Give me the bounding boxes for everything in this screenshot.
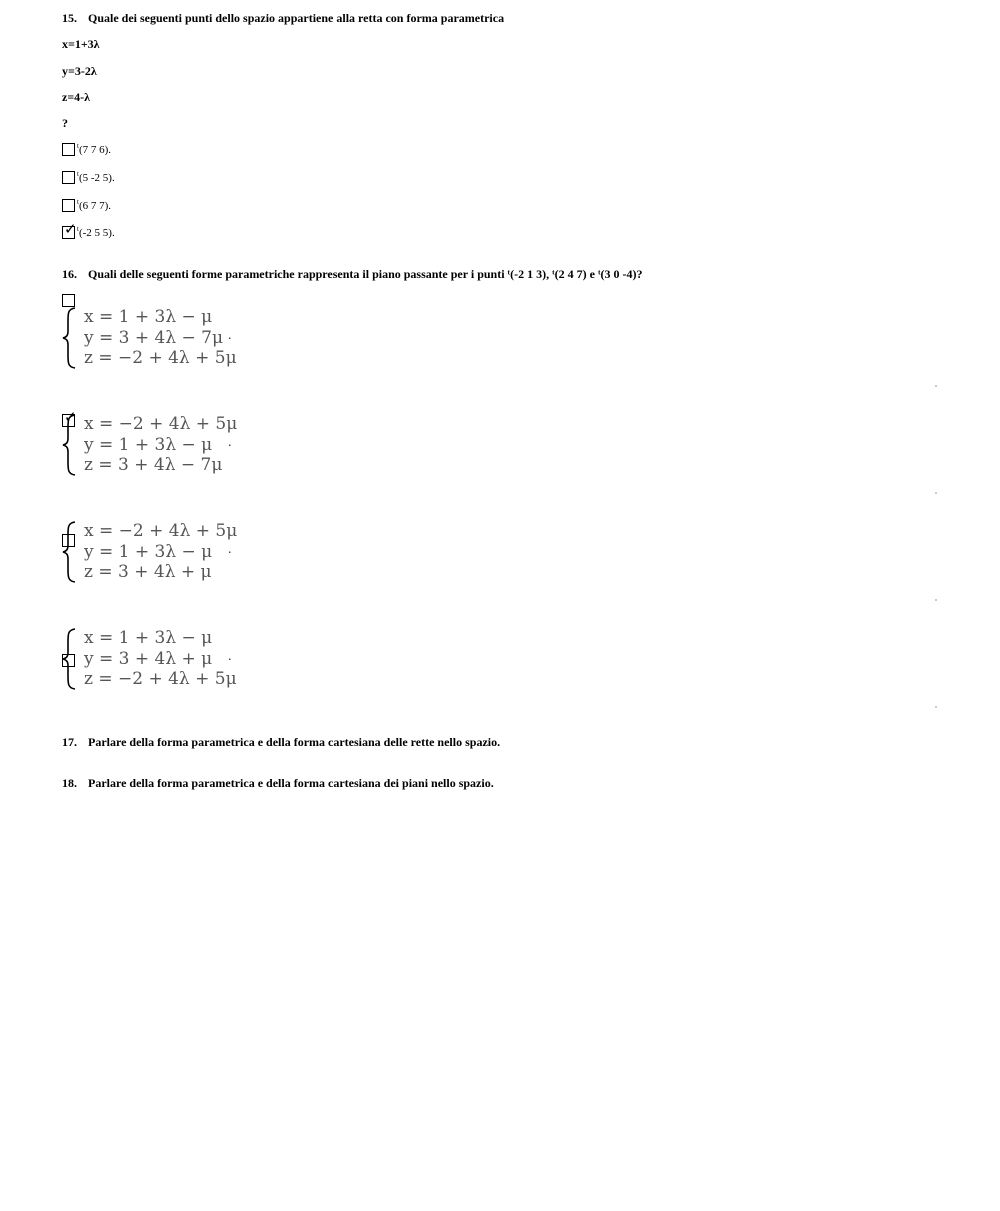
option-label: (5 -2 5).: [78, 171, 115, 184]
period: .: [228, 542, 232, 557]
equation-line: x = −2 + 4λ + 5μ: [84, 414, 238, 435]
equation-z: z=4-λ: [62, 90, 91, 104]
transpose-superscript: t: [77, 224, 79, 233]
faint-dot: [935, 385, 937, 387]
equation-line: y = 1 + 3λ − μ: [84, 541, 213, 562]
q15-option-4[interactable]: [62, 220, 115, 239]
q15-option-3[interactable]: [62, 199, 111, 212]
equation-line: y = 1 + 3λ − μ: [84, 434, 213, 455]
period: .: [228, 328, 232, 343]
check-icon: ✓: [64, 408, 77, 426]
option-label: (-2 5 5).: [78, 226, 115, 239]
check-icon: ✓: [64, 220, 77, 238]
checkbox[interactable]: [62, 199, 75, 212]
q16-option-3-system: [62, 521, 237, 583]
equation-line: y = 3 + 4λ − 7μ: [84, 327, 224, 348]
left-brace-icon: [62, 521, 78, 583]
question-number: 17.: [62, 735, 77, 749]
faint-dot: [935, 492, 937, 494]
question-text: Quale dei seguenti punti dello spazio appartiene alla retta con forma parametrica: [88, 11, 505, 25]
equation-x: x=1+3λ: [62, 37, 100, 51]
question-number: 16.: [62, 267, 77, 281]
transpose-superscript: t: [77, 197, 79, 206]
equation-line: y = 3 + 4λ + μ: [84, 648, 213, 669]
question-text: Quali delle seguenti forme parametriche rappresenta il piano passante per i punti ᵗ(-2 1 3), ᵗ(2 4 7) e ᵗ(3 0 -4)?: [88, 267, 643, 281]
equation-line: x = 1 + 3λ − μ: [84, 628, 213, 649]
equation-line: z = 3 + 4λ − 7μ: [84, 455, 223, 476]
left-brace-icon: [62, 628, 78, 690]
question-17-title: [62, 735, 500, 750]
question-text: Parlare della forma parametrica e della forma cartesiana dei piani nello spazio.: [88, 776, 494, 790]
q15-option-2[interactable]: [62, 171, 115, 184]
left-brace-icon: [62, 414, 78, 476]
equation-line: z = 3 + 4λ + μ: [84, 562, 212, 583]
equation-line: z = −2 + 4λ + 5μ: [84, 348, 237, 369]
q15-option-1[interactable]: [62, 143, 111, 156]
question-number: 18.: [62, 776, 77, 790]
option-label: (7 7 6).: [78, 143, 112, 156]
option-label: (6 7 7).: [78, 199, 112, 212]
equation-y: y=3-2λ: [62, 64, 97, 78]
transpose-superscript: t: [77, 169, 79, 178]
question-18-title: [62, 776, 494, 791]
question-16-title: [62, 267, 642, 282]
q16-option-4-system: [62, 628, 237, 690]
checkbox[interactable]: [62, 143, 75, 156]
faint-dot: [935, 706, 937, 708]
equation-line: z = −2 + 4λ + 5μ: [84, 669, 237, 690]
q16-option-2-system: [62, 414, 237, 476]
faint-dot: [935, 599, 937, 601]
equation-line: x = −2 + 4λ + 5μ: [84, 521, 238, 542]
checkbox[interactable]: [62, 171, 75, 184]
checkbox-checked[interactable]: [62, 220, 77, 239]
equation-line: x = 1 + 3λ − μ: [84, 307, 213, 328]
q16-option-1-system: [62, 307, 237, 369]
question-15-title: [62, 11, 504, 26]
question-text: Parlare della forma parametrica e della forma cartesiana delle rette nello spazio.: [88, 735, 501, 749]
period: .: [228, 435, 232, 450]
period: .: [228, 649, 232, 664]
left-brace-icon: [62, 307, 78, 369]
q16-option-1-checkbox[interactable]: [62, 294, 75, 307]
question-number: 15.: [62, 11, 77, 25]
transpose-superscript: t: [77, 141, 79, 150]
question-mark: ?: [62, 116, 68, 130]
